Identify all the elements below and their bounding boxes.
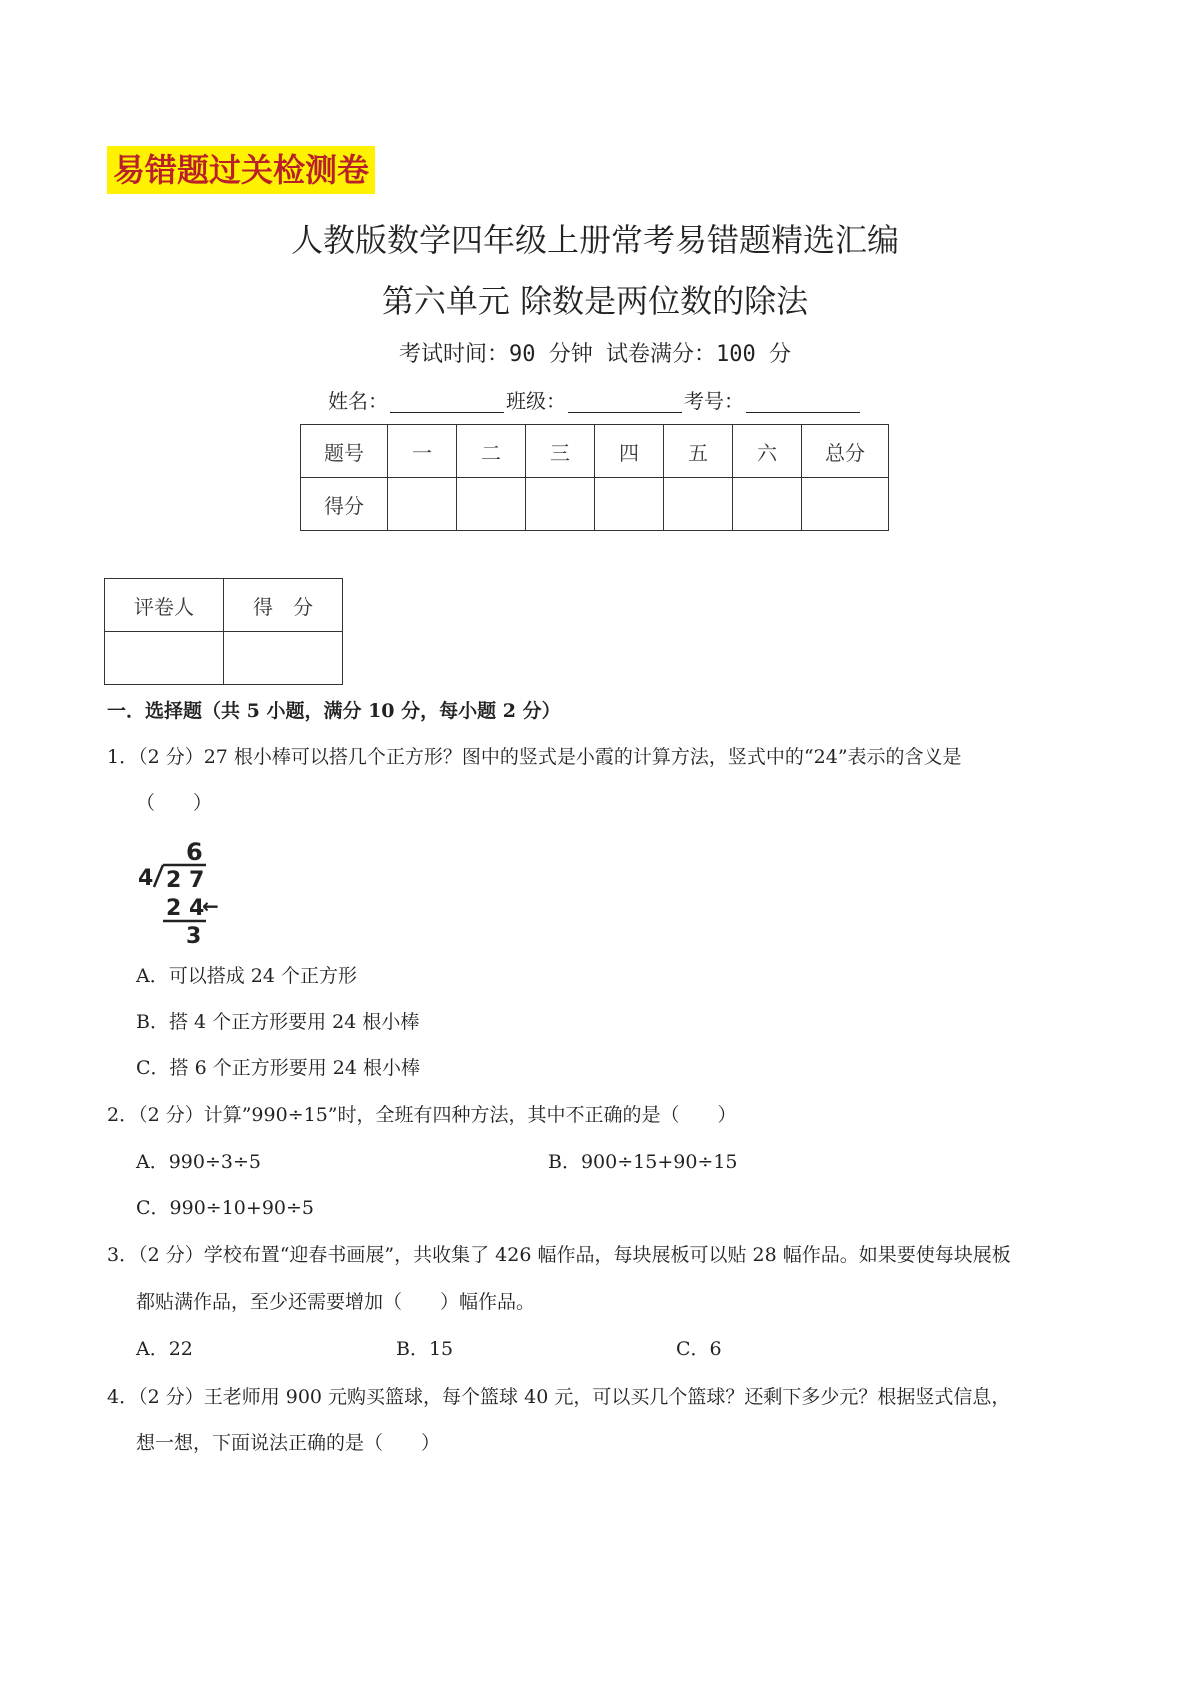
product-text: 2 4 <box>166 896 205 921</box>
score-table-score-row <box>301 478 889 531</box>
question-1-stem-line2: （ ） <box>136 792 213 814</box>
id-label: 考号： <box>684 389 744 413</box>
arrow-icon: ← <box>202 894 219 918</box>
grader-label: 评卷人 <box>105 579 224 632</box>
question-2-option-c[interactable]: C．990÷10+90÷5 <box>136 1197 315 1219</box>
division-bracket <box>154 865 163 887</box>
score-input-cell[interactable] <box>664 478 733 531</box>
table-cell: 二 <box>457 425 526 478</box>
dividend-text: 2 7 <box>166 868 205 893</box>
question-1-stem: 1．（2 分）27 根小棒可以搭几个正方形？图中的竖式是小霞的计算方法，竖式中的“24”表示的含义是 <box>107 746 962 768</box>
grader-table <box>104 578 343 685</box>
document-title: 人教版数学四年级上册常考易错题精选汇编 <box>290 221 899 259</box>
score-input-cell[interactable] <box>733 478 802 531</box>
exam-info: 考试时间：90 分钟 试卷满分：100 分 <box>399 342 791 367</box>
score-input-cell[interactable] <box>457 478 526 531</box>
score-input-cell[interactable] <box>802 478 889 531</box>
question-2-option-a[interactable]: A．990÷3÷5 <box>136 1151 262 1173</box>
question-1-option-c[interactable]: C．搭 6 个正方形要用 24 根小棒 <box>136 1057 420 1079</box>
grader-score-label: 得 分 <box>224 579 343 632</box>
grader-input-cell[interactable] <box>105 632 224 685</box>
section-title: 一．选择题（共 5 小题，满分 10 分，每小题 2 分） <box>107 700 561 722</box>
unit-title: 第六单元 除数是两位数的除法 <box>381 282 809 320</box>
question-3-stem: 3．（2 分）学校布置“迎春书画展”，共收集了 426 幅作品，每块展板可以贴 28 幅作品。如果要使每块展板 <box>107 1244 1011 1266</box>
quotient-text: 6 <box>186 838 203 866</box>
student-info-line <box>0 386 1190 416</box>
table-cell: 六 <box>733 425 802 478</box>
class-label: 班级： <box>506 389 566 413</box>
question-1-option-b[interactable]: B．搭 4 个正方形要用 24 根小棒 <box>136 1011 420 1033</box>
question-4-stem: 4．（2 分）王老师用 900 元购买篮球，每个篮球 40 元，可以买几个篮球？还剩下多少元？根据竖式信息， <box>107 1386 1011 1408</box>
class-field[interactable] <box>568 392 682 413</box>
question-3-option-b[interactable]: B．15 <box>396 1338 454 1360</box>
name-field[interactable] <box>390 392 504 413</box>
score-input-cell[interactable] <box>526 478 595 531</box>
question-3-option-c[interactable]: C．6 <box>676 1338 722 1360</box>
score-input-cell[interactable] <box>388 478 457 531</box>
banner-title: 易错题过关检测卷 <box>107 146 375 194</box>
name-label: 姓名： <box>328 389 388 413</box>
score-table-header-row <box>301 425 889 478</box>
score-table <box>300 424 889 531</box>
divisor-text: 4 <box>138 866 154 891</box>
table-cell: 四 <box>595 425 664 478</box>
remainder-text: 3 <box>186 924 202 947</box>
question-3-option-a[interactable]: A．22 <box>136 1338 193 1360</box>
question-2-stem: 2．（2 分）计算”990÷15”时，全班有四种方法，其中不正确的是（ ） <box>107 1104 737 1126</box>
table-cell: 总分 <box>802 425 889 478</box>
question-2-option-b[interactable]: B．900÷15+90÷15 <box>548 1151 738 1173</box>
table-cell: 一 <box>388 425 457 478</box>
question-1-option-a[interactable]: A．可以搭成 24 个正方形 <box>136 965 357 987</box>
table-cell: 五 <box>664 425 733 478</box>
grader-score-input-cell[interactable] <box>224 632 343 685</box>
table-cell: 题号 <box>301 425 388 478</box>
id-field[interactable] <box>746 392 860 413</box>
long-division-figure <box>136 835 236 947</box>
question-4-stem-line2: 想一想，下面说法正确的是（ ） <box>136 1432 441 1454</box>
score-input-cell[interactable] <box>595 478 664 531</box>
question-3-stem-line2: 都贴满作品，至少还需要增加（ ）幅作品。 <box>136 1291 536 1313</box>
table-cell: 得分 <box>301 478 388 531</box>
table-cell: 三 <box>526 425 595 478</box>
